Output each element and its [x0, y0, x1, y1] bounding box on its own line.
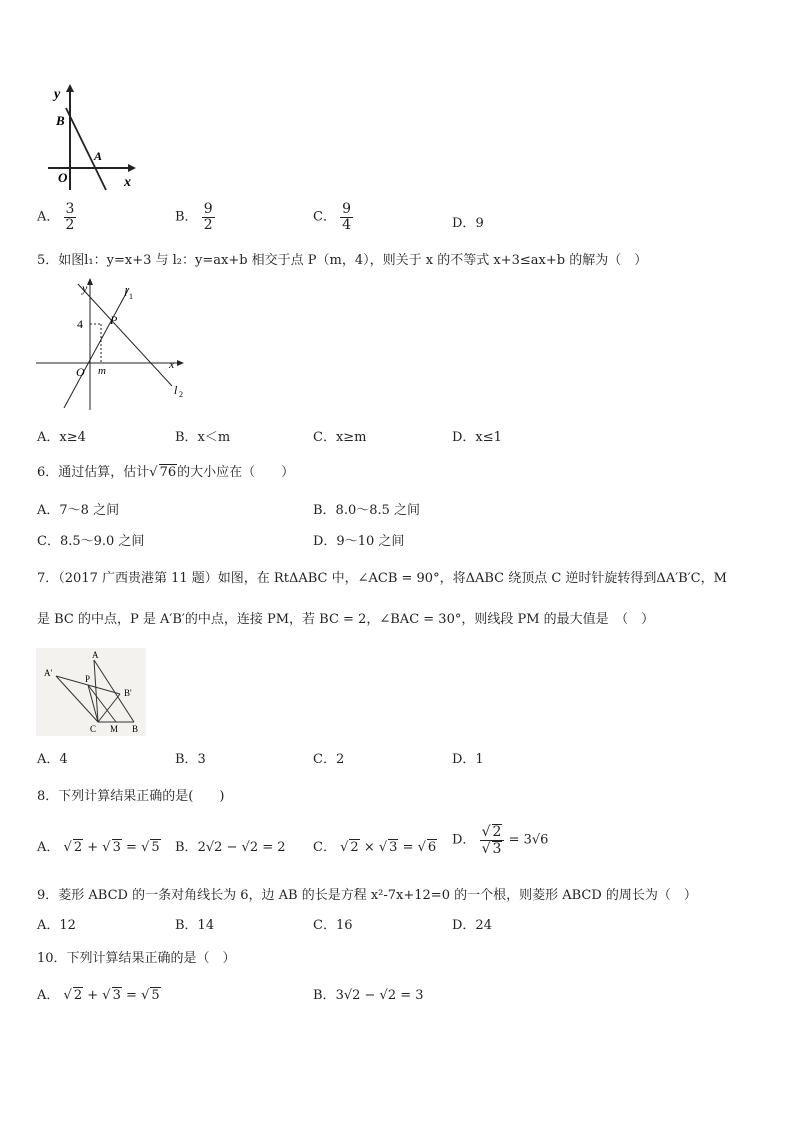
figure-rotated-triangle: [36, 648, 146, 736]
q8-stem: 8．下列计算结果正确的是( ): [37, 789, 225, 804]
radical-sign: √: [378, 840, 388, 855]
fraction: [64, 202, 77, 232]
q6-option-c[interactable]: C．8.5～9.0 之间: [37, 534, 145, 549]
option-label: C．: [313, 840, 336, 855]
option-label: A．: [37, 840, 60, 855]
radicand: 2: [350, 840, 359, 855]
fig1-b-label: B: [56, 113, 65, 128]
radicand: 5: [151, 840, 160, 855]
equals-sign: =: [402, 840, 414, 855]
radicand: 76: [159, 465, 177, 480]
q5-option-a[interactable]: A．x≥4: [37, 430, 86, 445]
radicand: 2: [73, 988, 83, 1003]
radicand: 6: [427, 840, 437, 855]
option-label: D．: [452, 832, 476, 848]
option-label: B．: [175, 209, 198, 225]
times-sign: ×: [363, 840, 375, 855]
q8-option-c[interactable]: [313, 836, 437, 855]
fig1-y-label: y: [54, 87, 61, 102]
q6-option-d[interactable]: D．9～10 之间: [313, 534, 405, 549]
q6-stem-post: 的大小应在（ ）: [177, 465, 295, 480]
fig5-p-label: P: [110, 313, 118, 327]
q9-option-b[interactable]: B．14: [175, 918, 215, 933]
fig5-four-label: 4: [77, 317, 83, 331]
radical-sign: √: [149, 465, 158, 480]
q10-option-b[interactable]: [313, 984, 424, 1003]
q5-option-d[interactable]: D．x≤1: [452, 430, 502, 445]
radical-sign: √: [102, 988, 111, 1003]
q4-option-b[interactable]: [175, 202, 215, 232]
option-value: 9: [475, 216, 484, 231]
fig1-a-label: A: [94, 149, 103, 163]
radicand: 2: [73, 840, 83, 855]
q10-option-a[interactable]: [37, 984, 161, 1003]
q5-option-c[interactable]: C．x≥m: [313, 430, 367, 445]
option-label: A．: [37, 209, 60, 225]
option-label: A．: [37, 988, 60, 1003]
option-label: D．: [452, 216, 476, 231]
option-label: C．: [313, 209, 336, 225]
fig5-m-label: m: [98, 365, 106, 377]
option-rhs: = 3√6: [508, 832, 549, 848]
q7-stem-line1: 7．（2017 广西贵港第 11 题）如图，在 RtΔABC 中，∠ACB = 90°，将ΔABC 绕顶点 C 逆时针旋转得到ΔA′B′C，M: [37, 571, 727, 586]
q9-option-a[interactable]: A．12: [37, 918, 76, 933]
radical-sign: √: [417, 840, 426, 855]
q7-option-b[interactable]: B．3: [175, 752, 206, 767]
fig5-l2-subscript: 2: [179, 390, 183, 399]
radical-sign: √: [141, 988, 150, 1003]
fraction: [340, 202, 353, 232]
numerator: 3: [65, 201, 75, 217]
radical-sign: √: [63, 988, 72, 1003]
figure-line-graph: [40, 82, 140, 194]
q7-option-d[interactable]: D．1: [452, 752, 484, 767]
fig5-l2-label: l: [174, 383, 178, 397]
q6-stem-pre: 6．通过估算，估计: [37, 465, 150, 480]
q7-stem-line2: 是 BC 的中点，P 是 A′B′的中点，连接 PM，若 BC = 2，∠BAC = 30°，则线段 PM 的最大值是 （ ）: [37, 612, 655, 627]
option-label: B．: [175, 840, 198, 855]
q6-option-a[interactable]: A．7～8 之间: [37, 503, 120, 518]
fig5-y-label: y: [82, 281, 88, 295]
fig1-x-label: x: [124, 175, 131, 190]
q6-option-b[interactable]: B．8.0～8.5 之间: [313, 503, 421, 518]
numerator: 9: [203, 201, 213, 217]
option-expression: 3√2 − √2 = 3: [335, 988, 424, 1003]
q8-option-a[interactable]: [37, 836, 161, 855]
option-label: B．: [313, 988, 336, 1003]
q8-option-d[interactable]: [452, 824, 548, 856]
q4-option-a[interactable]: [37, 202, 76, 232]
denominator: √ 3: [481, 840, 502, 857]
radical-sign: √: [63, 840, 72, 855]
fig7-b1-label: B': [124, 688, 132, 698]
q5-option-b[interactable]: B．x＜m: [175, 430, 231, 445]
numerator: √ 2: [480, 824, 505, 841]
option-expression: 2√2 − √2 = 2: [197, 840, 286, 855]
fraction: [202, 202, 215, 232]
fig5-l1-label: l: [124, 285, 128, 299]
q8-option-b[interactable]: [175, 836, 286, 855]
q7-option-a[interactable]: A．4: [37, 752, 68, 767]
radicand: 5: [151, 988, 160, 1003]
q5-stem: 5．如图l₁：y=x+3 与 l₂：y=ax+b 相交于点 P（m，4），则关于 x 的不等式 x+3≤ax+b 的解为（ ）: [37, 253, 648, 268]
q9-option-c[interactable]: C．16: [313, 918, 353, 933]
fig7-m-label: M: [110, 724, 119, 734]
fraction: [480, 824, 505, 856]
fig5-l1-subscript: 1: [129, 292, 133, 301]
fig7-b-label: B: [132, 724, 139, 734]
equals-sign: =: [126, 988, 137, 1003]
q4-option-c[interactable]: [313, 202, 353, 232]
denominator: 2: [65, 216, 75, 233]
denominator: 4: [342, 216, 352, 233]
q4-option-d[interactable]: [452, 212, 484, 231]
fig7-p-label: P: [85, 674, 91, 684]
fig1-o-label: O: [58, 170, 68, 185]
denominator: 2: [203, 216, 213, 233]
plus-sign: +: [87, 988, 99, 1003]
q10-stem: 10．下列计算结果正确的是（ ）: [37, 951, 236, 966]
q6-stem: [37, 461, 294, 480]
equals-sign: =: [126, 840, 137, 855]
fig5-o-label: O: [76, 365, 85, 379]
fig5-x-label: x: [169, 357, 175, 371]
radical-sign: √: [340, 840, 349, 855]
figure-two-lines: [34, 278, 194, 412]
radical-sign: √: [102, 840, 111, 855]
radicand: 3: [112, 840, 121, 855]
radicand: 3: [112, 988, 121, 1003]
q9-stem: 9．菱形 ABCD 的一条对角线长为 6，边 AB 的长是方程 x²-7x+12=0 的一个根，则菱形 ABCD 的周长为（ ）: [37, 888, 697, 903]
q9-option-d[interactable]: D．24: [452, 918, 492, 933]
fig7-a-label: A: [92, 650, 99, 660]
q7-option-c[interactable]: C．2: [313, 752, 345, 767]
radicand: 3: [389, 840, 398, 855]
fig7-a1-label: A': [44, 668, 53, 678]
fig7-c-label: C: [90, 724, 97, 734]
numerator: 9: [342, 201, 352, 217]
plus-sign: +: [87, 840, 99, 855]
radical-sign: √: [141, 840, 150, 855]
